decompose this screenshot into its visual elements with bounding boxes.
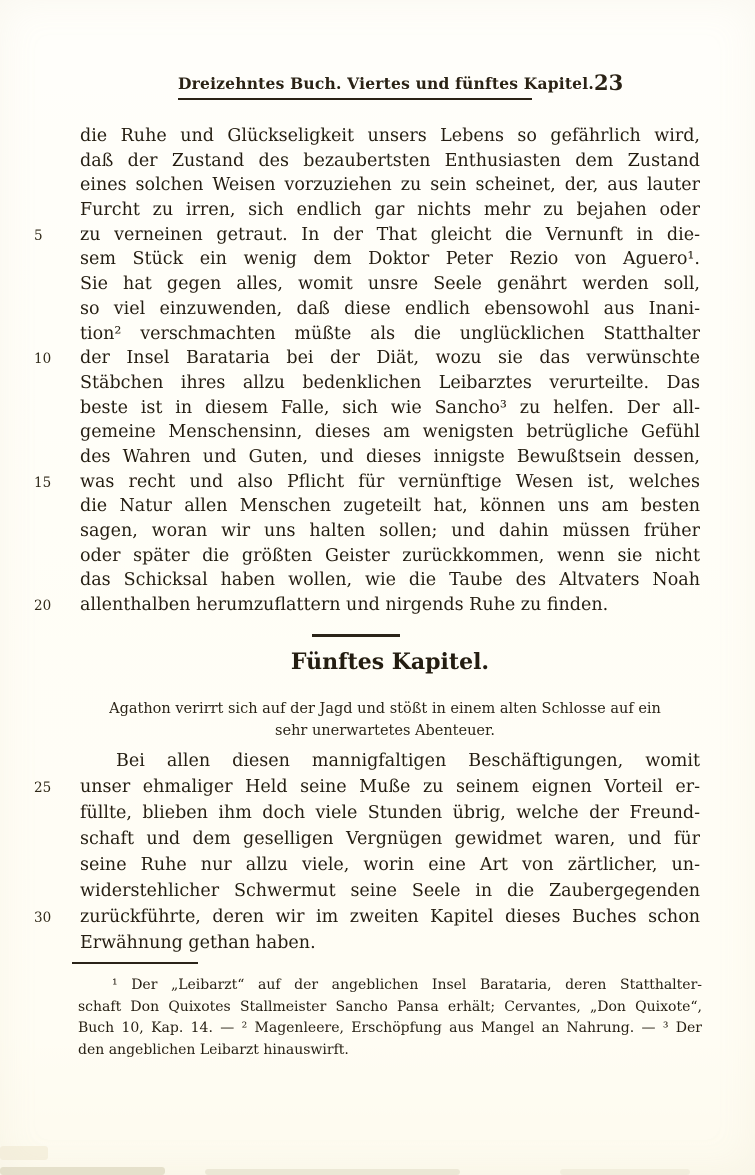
footnote-line: schaft Don Quixotes Stallmeister Sancho Pansa erhält; Cervantes, „Don Quixote“, <box>78 998 702 1015</box>
text-line-content: schaft und dem geselligen Vergnügen gewidmet waren, und für <box>80 829 700 849</box>
text-line-content: Bei allen diesen mannigfaltigen Beschäftigungen, womit <box>116 751 700 771</box>
text-line-content: tion² verschmachten müßte als die unglücklichen Statthalter <box>80 323 700 344</box>
text-line-content: unser ehmaliger Held seine Muße zu seinem eignen Vorteil er- <box>80 777 700 797</box>
text-line <box>34 223 700 248</box>
text-line-content: daß der Zustand des bezaubertsten Enthusiasten dem Zustand <box>80 150 700 171</box>
text-line <box>80 297 700 322</box>
text-line <box>80 544 700 569</box>
text-line <box>80 198 700 223</box>
line-number: 30 <box>34 910 52 926</box>
text-line <box>80 800 700 826</box>
text-line-content: gemeine Menschensinn, dieses am wenigsten betrügliche Gefühl <box>80 422 700 443</box>
scan-artifact-smudge <box>205 1169 460 1175</box>
chapter-subtitle-line: sehr unerwartetes Abenteuer. <box>275 722 495 739</box>
chapter-separator-rule <box>312 634 400 637</box>
text-line <box>34 346 700 371</box>
running-header: Dreizehntes Buch. Viertes und fünftes Kapitel. <box>178 74 532 100</box>
line-number: 25 <box>34 780 52 796</box>
text-line <box>80 748 700 774</box>
line-number: 5 <box>34 227 43 244</box>
text-line <box>34 470 700 495</box>
text-line-content: so viel einzuwenden, daß diese endlich ebensowohl aus Inani- <box>80 298 700 319</box>
text-line-content: oder später die größten Geister zurückkommen, wenn sie nicht <box>80 545 700 566</box>
text-line <box>80 420 700 445</box>
text-line-content: Stäbchen ihres allzu bedenklichen Leibarztes verurteilte. Das <box>80 372 700 393</box>
text-line-content: beste ist in diesem Falle, sich wie Sancho³ zu helfen. Der all- <box>80 397 700 418</box>
text-line <box>80 852 700 878</box>
text-line <box>80 247 700 272</box>
page-number: 23 <box>594 70 624 95</box>
text-line-content: seine Ruhe nur allzu viele, worin eine Art von zärtlicher, un- <box>80 855 700 875</box>
chapter-subtitle-line: Agathon verirrt sich auf der Jagd und stößt in einem alten Schlosse auf ein <box>109 701 661 717</box>
text-line-content: Erwähnung gethan haben. <box>80 933 316 953</box>
text-line <box>34 774 700 800</box>
text-line-content: das Schicksal haben wollen, wie die Taube des Altvaters Noah <box>80 570 700 591</box>
text-line <box>80 519 700 544</box>
text-line <box>34 904 700 930</box>
scan-artifact-smudge <box>0 1146 48 1160</box>
paragraph-continuation <box>34 124 700 618</box>
chapter-subtitle <box>68 699 702 742</box>
text-line <box>80 930 700 956</box>
text-line <box>80 396 700 421</box>
line-number: 20 <box>34 598 52 615</box>
text-line <box>80 371 700 396</box>
text-line-content: des Wahren und Guten, und dieses innigste Bewußtsein dessen, <box>80 446 700 467</box>
text-line-content: Furcht zu irren, sich endlich gar nichts mehr zu bejahen oder <box>80 200 700 221</box>
text-line <box>80 494 700 519</box>
text-line-content: die Natur allen Menschen zugeteilt hat, können uns am besten <box>80 496 700 517</box>
text-line <box>80 124 700 149</box>
text-line <box>34 593 700 618</box>
line-number: 10 <box>34 351 52 368</box>
text-line <box>80 878 700 904</box>
text-line-content: allenthalben herumzuflattern und nirgends Ruhe zu finden. <box>80 595 609 616</box>
footnote-block <box>78 975 702 1061</box>
text-line-content: Sie hat gegen alles, womit unsre Seele genährt werden soll, <box>80 274 700 295</box>
footnote-line: den angeblichen Leibarzt hinauswirft. <box>78 1041 349 1058</box>
text-line <box>80 149 700 174</box>
text-line <box>80 568 700 593</box>
text-line-content: zu verneinen getraut. In der That gleicht die Vernunft in die- <box>80 224 700 245</box>
text-line-content: eines solchen Weisen vorzuziehen zu sein scheinet, der, aus lauter <box>80 175 700 196</box>
text-line <box>80 826 700 852</box>
text-line-content: zurückführte, deren wir im zweiten Kapitel dieses Buches schon <box>80 907 700 927</box>
scan-artifact-smudge <box>560 1169 690 1175</box>
text-line-content: die Ruhe und Glückseligkeit unsers Lebens so gefährlich wird, <box>80 126 700 146</box>
text-line <box>80 322 700 347</box>
scan-artifact-smudge <box>0 1167 165 1175</box>
chapter-opening-paragraph <box>34 748 700 956</box>
text-line-content: füllte, blieben ihm doch viele Stunden übrig, welche der Freund- <box>80 803 700 823</box>
text-line-content: was recht und also Pflicht für vernünftige Wesen ist, welches <box>80 471 700 492</box>
footnote-line: Buch 10, Kap. 14. — ² Magenleere, Erschöpfung aus Mangel an Nahrung. — ³ Der <box>78 1020 702 1036</box>
text-line <box>80 173 700 198</box>
footnote-separator-rule <box>72 962 198 964</box>
text-line <box>80 445 700 470</box>
text-line-content: sagen, woran wir uns halten sollen; und dahin müssen früher <box>80 521 700 541</box>
chapter-heading: Fünftes Kapitel. <box>290 649 490 675</box>
text-line <box>80 272 700 297</box>
footnote-line: ¹ Der „Leibarzt“ auf der angeblichen Insel Barataria, deren Statthalter- <box>112 977 702 993</box>
text-line-content: widerstehlicher Schwermut seine Seele in die Zaubergegenden <box>80 881 700 901</box>
text-line-content: sem Stück ein wenig dem Doktor Peter Rezio von Aguero¹. <box>80 249 700 270</box>
line-number: 15 <box>34 474 52 491</box>
text-line-content: der Insel Barataria bei der Diät, wozu sie das verwünschte <box>80 348 700 369</box>
